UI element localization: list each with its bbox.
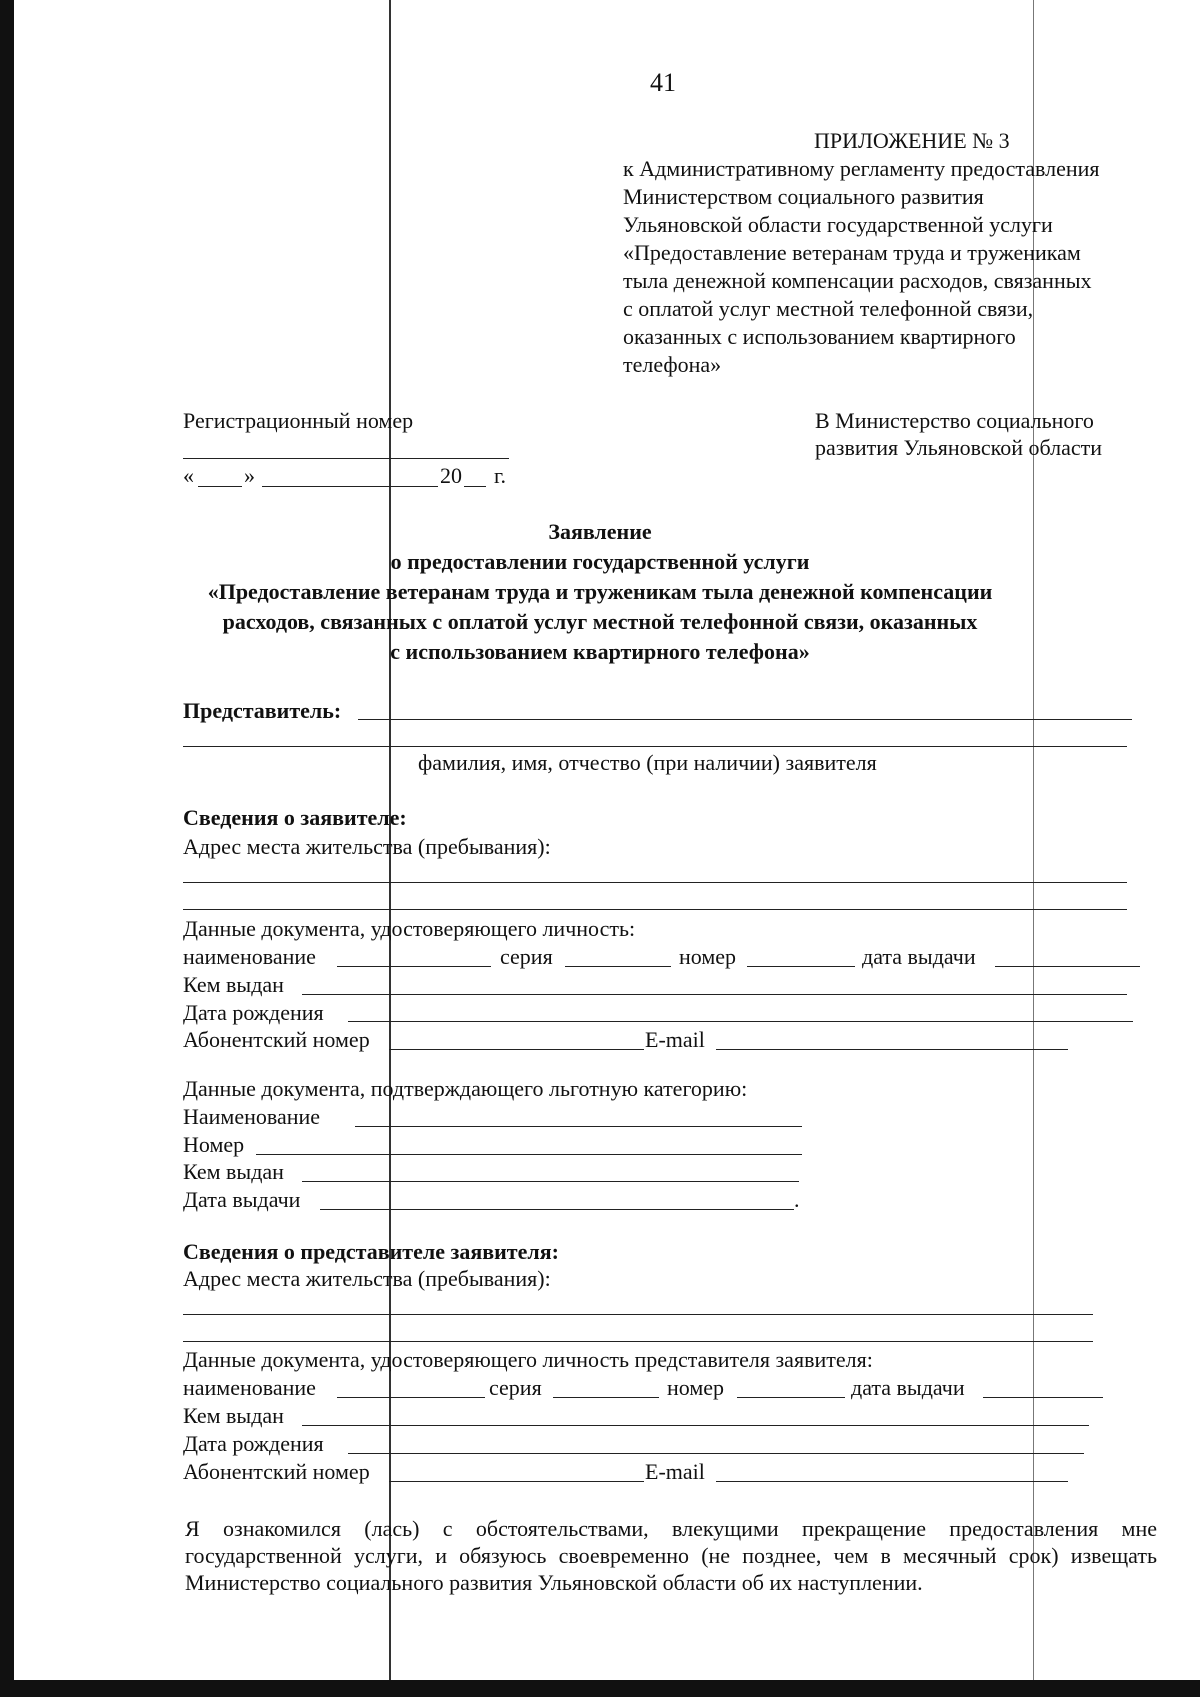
doc-issue-date-label: дата выдачи — [862, 944, 976, 969]
phone-field[interactable] — [389, 1049, 644, 1050]
rep-doc-heading: Данные документа, удостоверяющего личность представителя заявителя: — [183, 1347, 873, 1372]
appendix-line: тыла денежной компенсации расходов, связанных — [623, 268, 1092, 293]
benefit-name-field[interactable] — [355, 1126, 802, 1127]
addressee-line: В Министерство социального — [815, 408, 1094, 433]
page-number: 41 — [650, 68, 676, 97]
registration-year-field[interactable] — [464, 486, 486, 487]
rep-phone-label: Абонентский номер — [183, 1459, 370, 1484]
rep-issued-by-label: Кем выдан — [183, 1403, 284, 1428]
rep-doc-issue-date-label: дата выдачи — [851, 1375, 965, 1400]
rep-address-label: Адрес места жительства (пребывания): — [183, 1266, 551, 1291]
rep-doc-name-label: наименование — [183, 1375, 316, 1400]
representative-field[interactable] — [358, 719, 1132, 720]
registration-day-field[interactable] — [198, 486, 242, 487]
phone-label: Абонентский номер — [183, 1027, 370, 1052]
rep-address-field[interactable] — [183, 1314, 1093, 1315]
appendix-line: Ульяновской области государственной услуги — [623, 212, 1053, 237]
rep-phone-field[interactable] — [389, 1481, 644, 1482]
applicant-address-field[interactable] — [183, 882, 1127, 883]
email-label: E-mail — [645, 1027, 705, 1052]
rep-issued-by-field[interactable] — [302, 1425, 1089, 1426]
birth-date-field[interactable] — [348, 1021, 1133, 1022]
appendix-title: ПРИЛОЖЕНИЕ № 3 — [814, 128, 1010, 153]
applicant-address-field-2[interactable] — [183, 909, 1127, 910]
representative-field-2[interactable] — [183, 746, 1127, 747]
benefit-issue-date-field[interactable] — [320, 1209, 794, 1210]
scan-left-edge — [0, 0, 14, 1697]
rep-doc-series-field[interactable] — [553, 1397, 659, 1398]
document-subtitle: расходов, связанных с оплатой услуг местной телефонной связи, оказанных — [222, 609, 978, 634]
rep-email-label: E-mail — [645, 1459, 705, 1484]
fio-caption: фамилия, имя, отчество (при наличии) заявителя — [418, 750, 877, 775]
benefit-name-label: Наименование — [183, 1104, 321, 1129]
document-subtitle: о предоставлении государственной услуги — [390, 549, 810, 574]
doc-issue-date-field[interactable] — [995, 966, 1140, 967]
document-subtitle: «Предоставление ветеранам труда и труженикам тыла денежной компенсации — [207, 579, 993, 604]
benefit-doc-heading: Данные документа, подтверждающего льготную категорию: — [183, 1076, 748, 1101]
email-field[interactable] — [716, 1049, 1068, 1050]
birth-date-label: Дата рождения — [183, 1000, 324, 1025]
date-open-quote: « — [183, 463, 194, 488]
benefit-issued-by-field[interactable] — [302, 1181, 799, 1182]
benefit-issue-date-label: Дата выдачи — [183, 1187, 301, 1212]
year-prefix: 20 — [440, 463, 462, 488]
applicant-doc-heading: Данные документа, удостоверяющего личность: — [183, 916, 636, 941]
statement-paragraph: Я ознакомился (лась) с обстоятельствами, влекущими прекращение предоставления мне государственной услуги, и обязуюсь своевременно (не позднее, чем в месячный срок) извещать Министерство социального развития Ульяновской области об их наступлении. — [185, 1516, 1157, 1595]
appendix-line: к Административному регламенту предоставления — [623, 156, 1100, 181]
end-dot: . — [794, 1187, 800, 1212]
appendix-line: с оплатой услуг местной телефонной связи, — [623, 296, 1034, 321]
issued-by-field[interactable] — [302, 994, 1127, 995]
applicant-address-label: Адрес места жительства (пребывания): — [183, 834, 551, 859]
registration-number-field[interactable] — [183, 458, 509, 459]
rep-heading: Сведения о представителе заявителя: — [183, 1239, 559, 1264]
doc-name-label: наименование — [183, 944, 316, 969]
rep-doc-number-field[interactable] — [737, 1397, 845, 1398]
appendix-line: Министерством социального развития — [623, 184, 984, 209]
year-suffix: г. — [494, 463, 507, 488]
benefit-issued-by-label: Кем выдан — [183, 1159, 284, 1184]
issued-by-label: Кем выдан — [183, 972, 284, 997]
appendix-line: телефона» — [623, 352, 722, 377]
doc-number-field[interactable] — [747, 966, 855, 967]
addressee-line: развития Ульяновской области — [815, 435, 1103, 460]
registration-month-field[interactable] — [262, 486, 438, 487]
rep-doc-series-label: серия — [489, 1375, 542, 1400]
rep-doc-number-label: номер — [667, 1375, 725, 1400]
doc-series-field[interactable] — [565, 966, 671, 967]
rep-doc-name-field[interactable] — [337, 1397, 485, 1398]
benefit-number-field[interactable] — [256, 1154, 802, 1155]
doc-series-label: серия — [500, 944, 553, 969]
rep-email-field[interactable] — [716, 1481, 1068, 1482]
appendix-line: оказанных с использованием квартирного — [623, 324, 1016, 349]
date-close-quote: » — [244, 463, 255, 488]
doc-number-label: номер — [679, 944, 737, 969]
rep-birth-date-field[interactable] — [348, 1453, 1084, 1454]
doc-name-field[interactable] — [337, 966, 491, 967]
applicant-heading: Сведения о заявителе: — [183, 805, 407, 830]
appendix-line: «Предоставление ветеранам труда и труженикам — [623, 240, 1081, 265]
benefit-number-label: Номер — [183, 1132, 245, 1157]
document-subtitle: с использованием квартирного телефона» — [390, 639, 810, 664]
rep-birth-date-label: Дата рождения — [183, 1431, 324, 1456]
rep-doc-issue-date-field[interactable] — [983, 1397, 1103, 1398]
scan-bottom-edge — [0, 1680, 1200, 1697]
registration-label: Регистрационный номер — [183, 408, 414, 433]
rep-address-field-2[interactable] — [183, 1341, 1093, 1342]
representative-label: Представитель: — [183, 698, 342, 723]
document-title: Заявление — [548, 519, 652, 544]
